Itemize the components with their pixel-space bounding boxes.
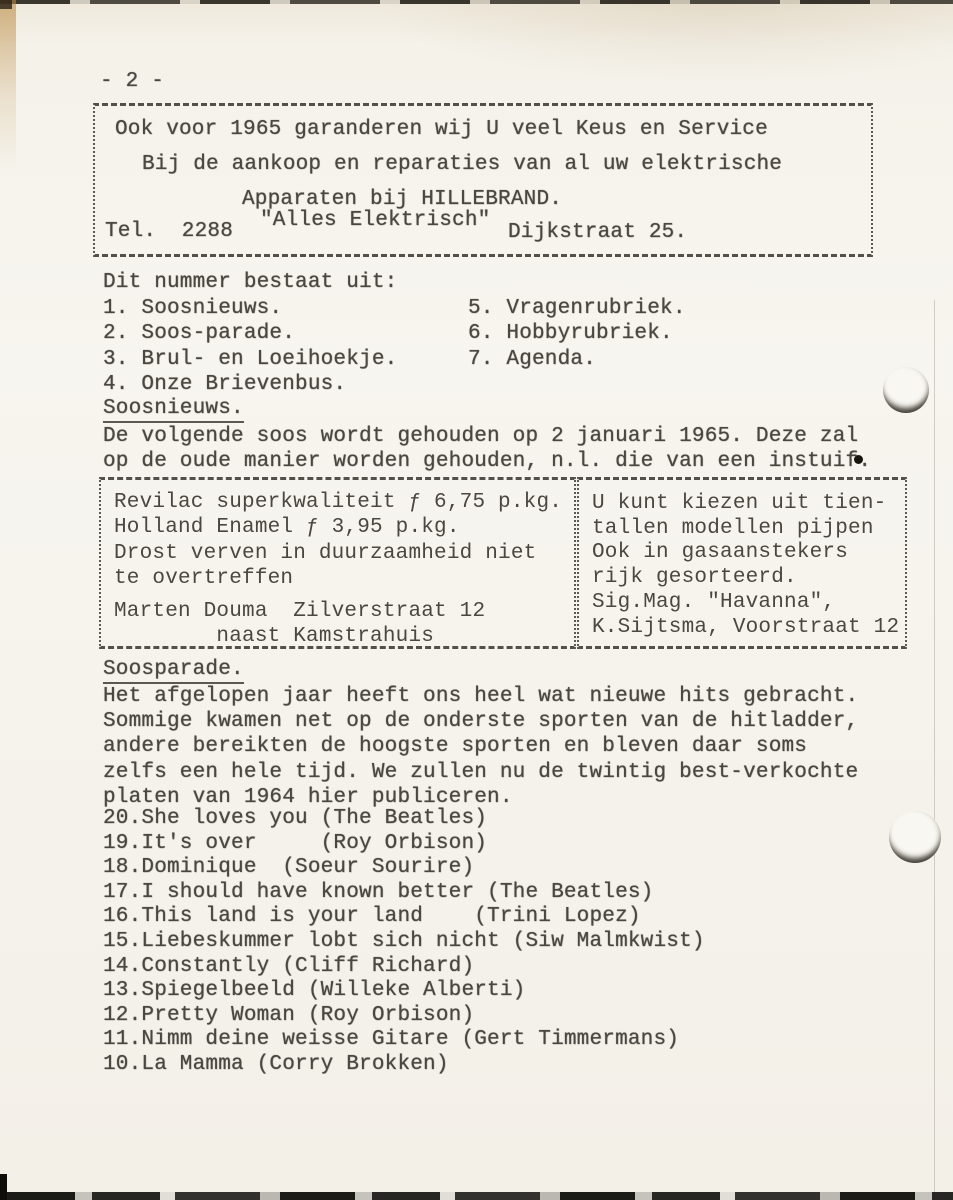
advert-line: Drost verven in duurzaamheid niet: [114, 541, 537, 565]
advert-line: U kunt kiezen uit tien-: [592, 492, 887, 515]
contents-item: 4. Onze Brievenbus.: [103, 372, 347, 396]
advert-slogan: "Alles Elektrisch": [260, 209, 491, 232]
section-title-text: Soosnieuws.: [103, 397, 244, 423]
hit-list-item: 10.La Mamma (Corry Brokken): [103, 1052, 449, 1076]
advert-hillebrand-box: [93, 103, 873, 257]
advert-paint-lines: [114, 490, 574, 591]
scan-top-edge: [0, 0, 953, 4]
paragraph-line: zelfs een hele tijd. We zullen nu de twintig best-verkochte: [103, 760, 859, 784]
advert-line: rijk gesorteerd.: [592, 566, 797, 590]
hit-list-item: 15.Liebeskummer lobt sich nicht (Siw Malmkwist): [103, 929, 705, 953]
paragraph-line: op de oude manier worden gehouden, n.l. die van een instuif.: [103, 450, 872, 474]
advert-line: Revilac superkwaliteit ƒ 6,75 p.kg.: [114, 491, 563, 514]
hit-list-item: 11.Nimm deine weisse Gitare (Gert Timmermans): [103, 1028, 680, 1052]
hit-list-item: 12.Pretty Woman (Roy Orbison): [103, 1003, 475, 1027]
contents-item: 7. Agenda.: [468, 347, 597, 371]
advert-paint-footer: [114, 599, 574, 650]
contents-item: 2. Soos-parade.: [103, 322, 296, 346]
advert-line: Holland Enamel ƒ 3,95 p.kg.: [114, 516, 460, 540]
paper-fold-line: [934, 300, 935, 1200]
hit-parade-list: [103, 807, 705, 1078]
advert-line: naast Kamstrahuis: [114, 625, 435, 649]
hit-list-item: 18.Dominique (Soeur Sourire): [103, 856, 475, 880]
contents-item: 3. Brul- en Loeihoekje.: [103, 347, 398, 371]
corner-mark: [0, 0, 12, 9]
advert-line: Ook in gasaanstekers: [592, 541, 849, 565]
advert-address: Dijkstraat 25.: [508, 221, 688, 244]
advert-pipes-box: [577, 477, 907, 649]
paragraph-line: platen van 1964 hier publiceren.: [103, 785, 513, 809]
hit-list-item: 17.I should have known better (The Beatles): [103, 880, 654, 904]
scan-corner-notch: [0, 1174, 7, 1200]
page-number: - 2 -: [100, 70, 165, 93]
scan-bottom-edge: [0, 1192, 953, 1200]
advert-pipes-lines: [592, 492, 905, 640]
paragraph-line: andere bereikten de hoogste sporten en bleven daar soms: [103, 735, 808, 759]
contents-item: 5. Vragenrubriek.: [468, 297, 686, 320]
advert-line: K.Sijtsma, Voorstraat 12: [592, 615, 900, 639]
hit-list-item: 16.This land is your land (Trini Lopez): [103, 905, 641, 929]
section-title-soosparade: [103, 658, 244, 684]
advert-line: tallen modellen pijpen: [592, 516, 874, 540]
section-title-soosnieuws: [103, 397, 244, 423]
advert-line: Marten Douma Zilverstraat 12: [114, 600, 486, 624]
advert-telephone: Tel. 2288: [105, 220, 234, 243]
paragraph-line: Het afgelopen jaar heeft ons heel wat nieuwe hits gebracht.: [103, 685, 859, 708]
advert-line: te overtreffen: [114, 566, 294, 590]
section-title-text: Soosparade.: [103, 658, 244, 684]
soosnieuws-paragraph: [103, 424, 871, 474]
punch-hole-shadow: [883, 367, 929, 413]
corner-smudge: [0, 0, 16, 170]
punch-hole-shadow: [889, 811, 941, 863]
contents-list-left: [103, 296, 397, 397]
hit-list-item: 14.Constantly (Cliff Richard): [103, 954, 475, 978]
contents-item: 1. Soosnieuws.: [103, 297, 283, 320]
contents-title: Dit nummer bestaat uit:: [103, 271, 398, 294]
paragraph-line: Sommige kwamen net op de onderste sporten van de hitladder,: [103, 710, 859, 734]
contents-list-right: [468, 296, 686, 372]
hit-list-item: 19.It's over (Roy Orbison): [103, 831, 488, 855]
soosparade-intro: [103, 684, 858, 810]
advert-line: Apparaten bij HILLEBRAND.: [242, 188, 563, 211]
advert-line: Bij de aankoop en reparaties van al uw elektrische: [142, 153, 783, 176]
hit-list-item: 20.She loves you (The Beatles): [103, 807, 488, 830]
contents-item: 6. Hobbyrubriek.: [468, 322, 673, 346]
advert-line: Sig.Mag. "Havanna",: [592, 590, 836, 614]
advert-line: Ook voor 1965 garanderen wij U veel Keus en Service: [115, 118, 768, 141]
advert-paint-box: [99, 477, 576, 649]
hit-list-item: 13.Spiegelbeeld (Willeke Alberti): [103, 979, 526, 1003]
paragraph-line: De volgende soos wordt gehouden op 2 januari 1965. Deze zal: [103, 425, 859, 448]
